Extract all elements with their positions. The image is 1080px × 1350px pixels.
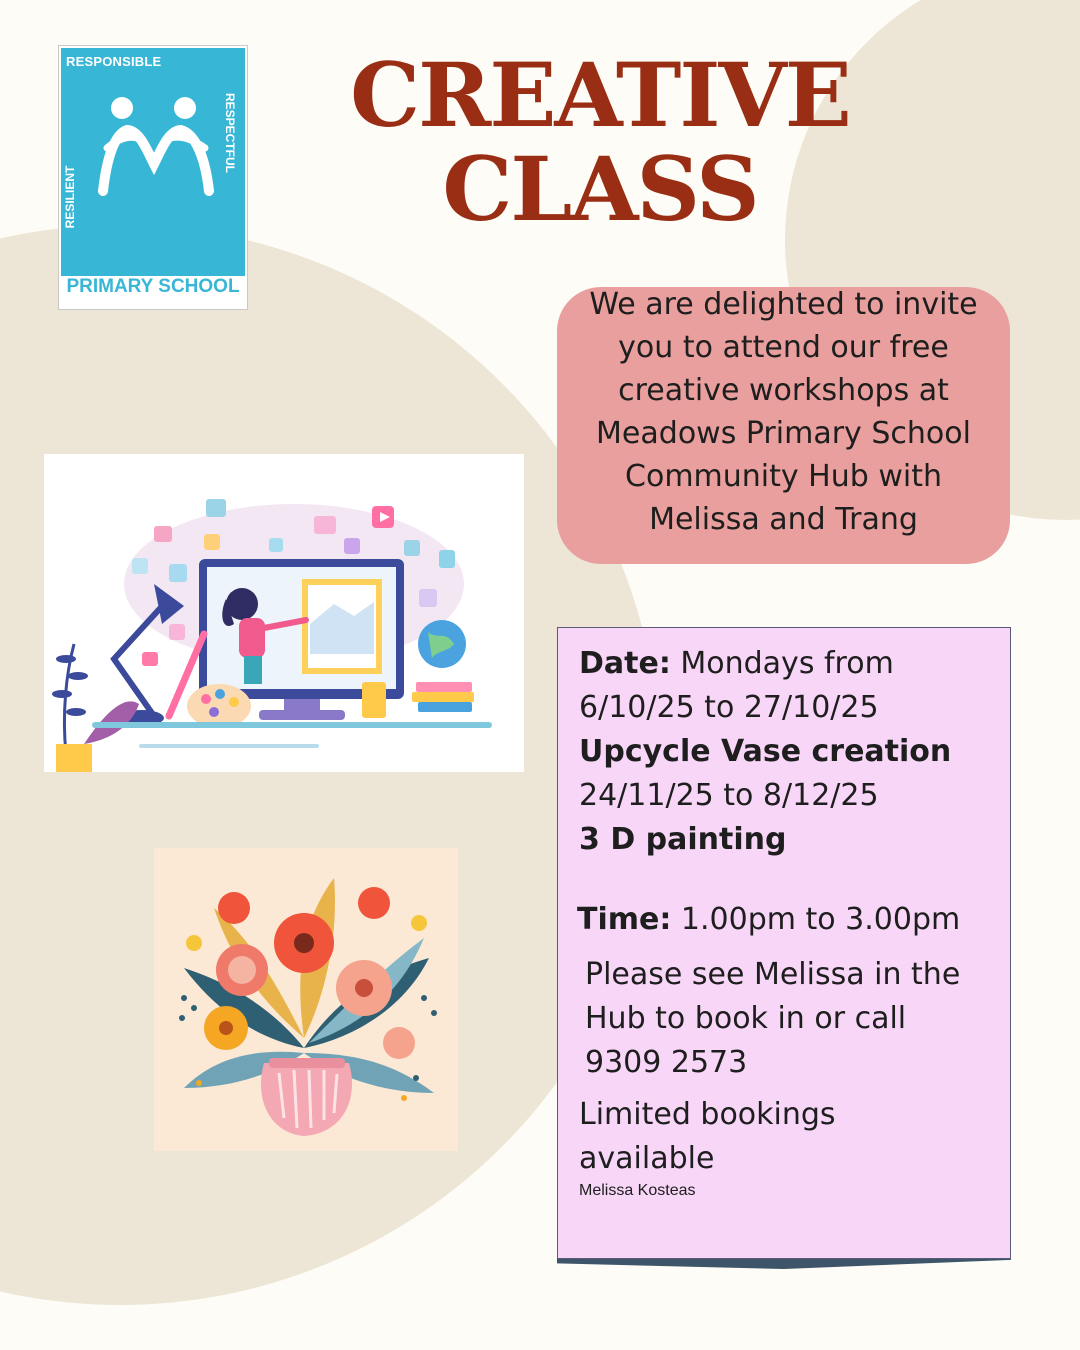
art-illustration-svg xyxy=(44,454,524,772)
logo-school-name: MEADOWS xyxy=(66,234,240,271)
time-label: Time: xyxy=(577,902,672,937)
booking-phone: 9309 2573 xyxy=(585,1045,748,1080)
date-range-2: 24/11/25 to 8/12/25 xyxy=(579,778,879,813)
flowers-illustration-svg xyxy=(154,848,458,1151)
flower-vase-illustration xyxy=(154,848,458,1151)
info-box xyxy=(557,627,1011,1259)
activity-1: Upcycle Vase creation xyxy=(579,734,952,769)
logo-respectful: RESPECTFUL xyxy=(223,92,237,173)
date-value: Mondays from xyxy=(670,646,894,681)
activity-2: 3 D painting xyxy=(579,822,787,857)
date-range-1: 6/10/25 to 27/10/25 xyxy=(579,690,879,725)
art-workspace-illustration xyxy=(44,454,524,772)
invite-line: creative workshops at xyxy=(618,373,949,408)
limited-line: Limited bookings xyxy=(579,1097,836,1132)
invite-line: Meadows Primary School xyxy=(596,416,971,451)
booking-line: Please see Melissa in the xyxy=(585,957,961,992)
date-line xyxy=(579,642,894,686)
people-icon xyxy=(97,86,217,236)
invite-line: you to attend our free xyxy=(618,330,949,365)
title-line-2: CLASS xyxy=(442,137,758,241)
title-line-1: CREATIVE xyxy=(350,43,850,147)
page-title xyxy=(310,43,890,241)
signature: Melissa Kosteas xyxy=(579,1182,696,1199)
invite-line: We are delighted to invite xyxy=(589,287,978,322)
school-logo xyxy=(58,45,248,310)
invite-box xyxy=(557,287,1010,564)
invite-line: Community Hub with xyxy=(625,459,942,494)
logo-school-subtitle: PRIMARY SCHOOL xyxy=(66,276,240,297)
limited-line: available xyxy=(579,1141,715,1176)
date-label: Date: xyxy=(579,646,671,681)
booking-line: Hub to book in or call xyxy=(585,1001,907,1036)
time-line xyxy=(577,898,960,942)
time-value: 1.00pm to 3.00pm xyxy=(671,902,961,937)
invite-line: Melissa and Trang xyxy=(649,502,918,537)
logo-resilient: RESILIENT xyxy=(63,165,77,229)
invite-text xyxy=(557,283,1010,541)
logo-responsible: RESPONSIBLE xyxy=(66,54,162,69)
